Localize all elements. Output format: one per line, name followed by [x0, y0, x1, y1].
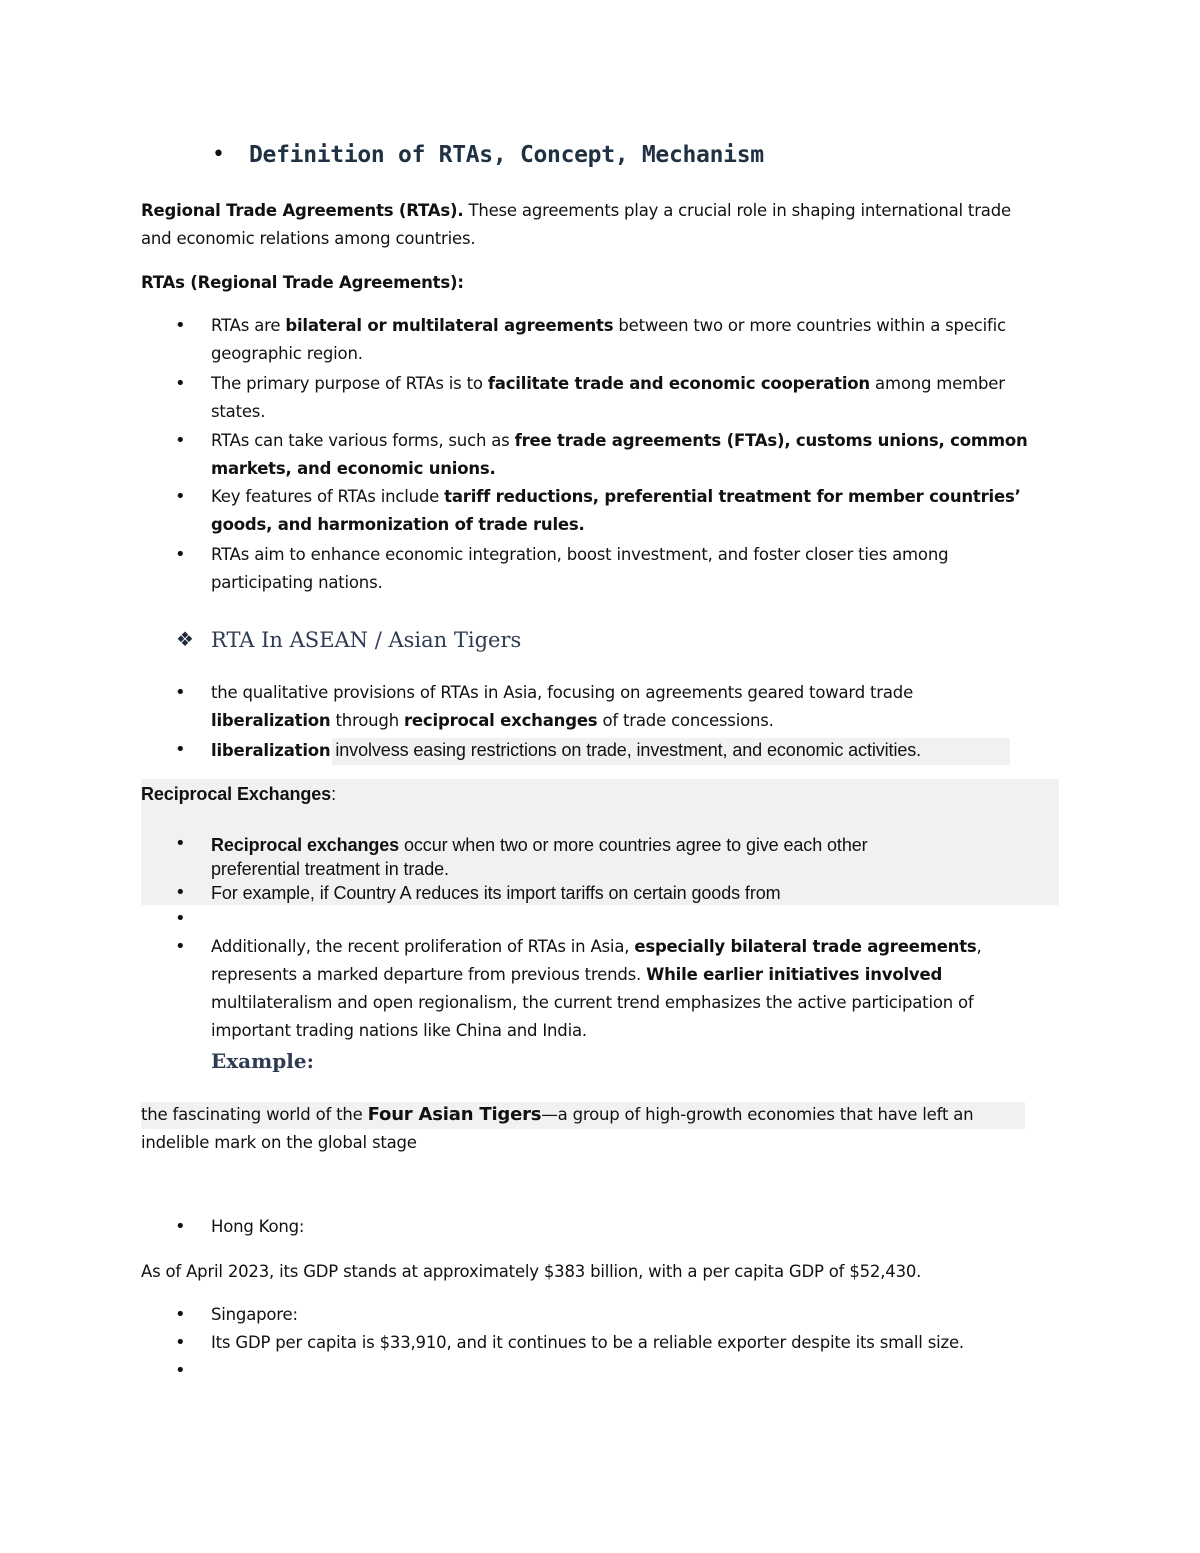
item-text: RTAs can take various forms, such as [211, 431, 515, 450]
section-subheading [141, 782, 336, 806]
intro-text: These agreements play a crucial role in shaping international trade [463, 201, 1011, 220]
item-text: geographic region. [211, 344, 363, 363]
bullet: • [175, 1304, 186, 1325]
bullet: • [212, 142, 225, 167]
bullet: • [175, 544, 186, 565]
subheading-colon: : [331, 784, 336, 804]
list-item [211, 483, 1051, 539]
page-title: Definition of RTAs, Concept, Mechanism [249, 142, 764, 168]
list-item: Hong Kong: [211, 1217, 305, 1236]
item-bold: goods, and harmonization of trade rules. [211, 515, 585, 534]
item-bold: markets, and economic unions. [211, 459, 496, 478]
item-bold: While earlier initiatives involved [646, 965, 943, 984]
list-item [211, 541, 1051, 597]
item-text: represents a marked departure from previous trends. [211, 965, 647, 984]
bullet: • [175, 833, 186, 854]
item-text: through [330, 711, 404, 730]
list-item [211, 833, 1051, 881]
subheading-bold: Reciprocal Exchanges [141, 784, 332, 804]
list-item: Singapore: [211, 1305, 298, 1324]
list-item [211, 370, 1051, 426]
item-text: the qualitative provisions of RTAs in Asia, focusing on agreements geared toward trade [211, 683, 914, 702]
item-bold: reciprocal exchanges [404, 711, 598, 730]
bullet: • [175, 682, 186, 703]
bullet: • [175, 739, 186, 760]
bullet: • [175, 486, 186, 507]
intro-bold: Regional Trade Agreements (RTAs). [141, 201, 464, 220]
intro-text-line2: and economic relations among countries. [141, 229, 476, 248]
item-bold: free trade agreements (FTAs), customs unions, common [514, 431, 1028, 450]
bullet: • [175, 936, 186, 957]
bullet: • [175, 1216, 186, 1237]
item-text: multilateralism and open regionalism, the current trend emphasizes the active participation of [211, 993, 974, 1012]
list-item [211, 737, 1051, 765]
bullet: • [175, 430, 186, 451]
list-item [211, 427, 1051, 483]
section-heading: RTA In ASEAN / Asian Tigers [211, 628, 522, 652]
bullet: • [175, 1360, 186, 1381]
para-text: indelible mark on the global stage [141, 1133, 417, 1152]
bullet: • [175, 882, 186, 903]
diamond-bullet-icon: ❖ [176, 627, 194, 651]
item-text: participating nations. [211, 573, 383, 592]
para-bold: Four Asian Tigers [367, 1104, 542, 1125]
item-bold: bilateral or multilateral agreements [285, 316, 614, 335]
bullet: • [175, 908, 186, 929]
item-bold: Reciprocal exchanges [211, 835, 400, 855]
item-text: , [976, 937, 982, 956]
list-item: Its GDP per capita is $33,910, and it continues to be a reliable exporter despite its small size. [211, 1333, 964, 1352]
item-bold: tariff reductions, preferential treatment for member countries’ [444, 487, 1021, 506]
item-text: Additionally, the recent proliferation of RTAs in Asia, [211, 937, 635, 956]
example-label: Example: [211, 1049, 314, 1073]
item-text: RTAs aim to enhance economic integration, boost investment, and foster closer ties among [211, 545, 949, 564]
list-item [211, 933, 1051, 1045]
para-text: the fascinating world of the [141, 1105, 368, 1124]
list-item [211, 312, 1051, 368]
bullet: • [175, 373, 186, 394]
item-text: Key features of RTAs include [211, 487, 445, 506]
item-text: preferential treatment in trade. [211, 859, 449, 879]
item-text: involvess easing restrictions on trade, investment, and economic activities. [330, 740, 922, 760]
list-item [211, 679, 1051, 735]
item-text: RTAs are [211, 316, 286, 335]
para-text: —a group of high-growth economies that have left an [541, 1105, 974, 1124]
intro-paragraph [141, 197, 1101, 253]
item-text: between two or more countries within a specific [613, 316, 1006, 335]
tigers-paragraph [141, 1101, 1101, 1157]
item-text: of trade concessions. [597, 711, 774, 730]
item-bold: facilitate trade and economic cooperation [487, 374, 870, 393]
item-text: occur when two or more countries agree to give each other [399, 835, 868, 855]
section-subheading: RTAs (Regional Trade Agreements): [141, 273, 464, 292]
item-text: The primary purpose of RTAs is to [211, 374, 488, 393]
bullet: • [175, 1332, 186, 1353]
list-item: For example, if Country A reduces its import tariffs on certain goods from [211, 883, 781, 903]
item-text: important trading nations like China and India. [211, 1021, 587, 1040]
item-text: among member [869, 374, 1005, 393]
hk-gdp-paragraph: As of April 2023, its GDP stands at approximately $383 billion, with a per capita GDP of $52,430. [141, 1262, 922, 1281]
item-bold: liberalization [211, 741, 331, 760]
bullet: • [175, 315, 186, 336]
item-bold: liberalization [211, 711, 331, 730]
item-bold: especially bilateral trade agreements [634, 937, 977, 956]
item-text: states. [211, 402, 266, 421]
